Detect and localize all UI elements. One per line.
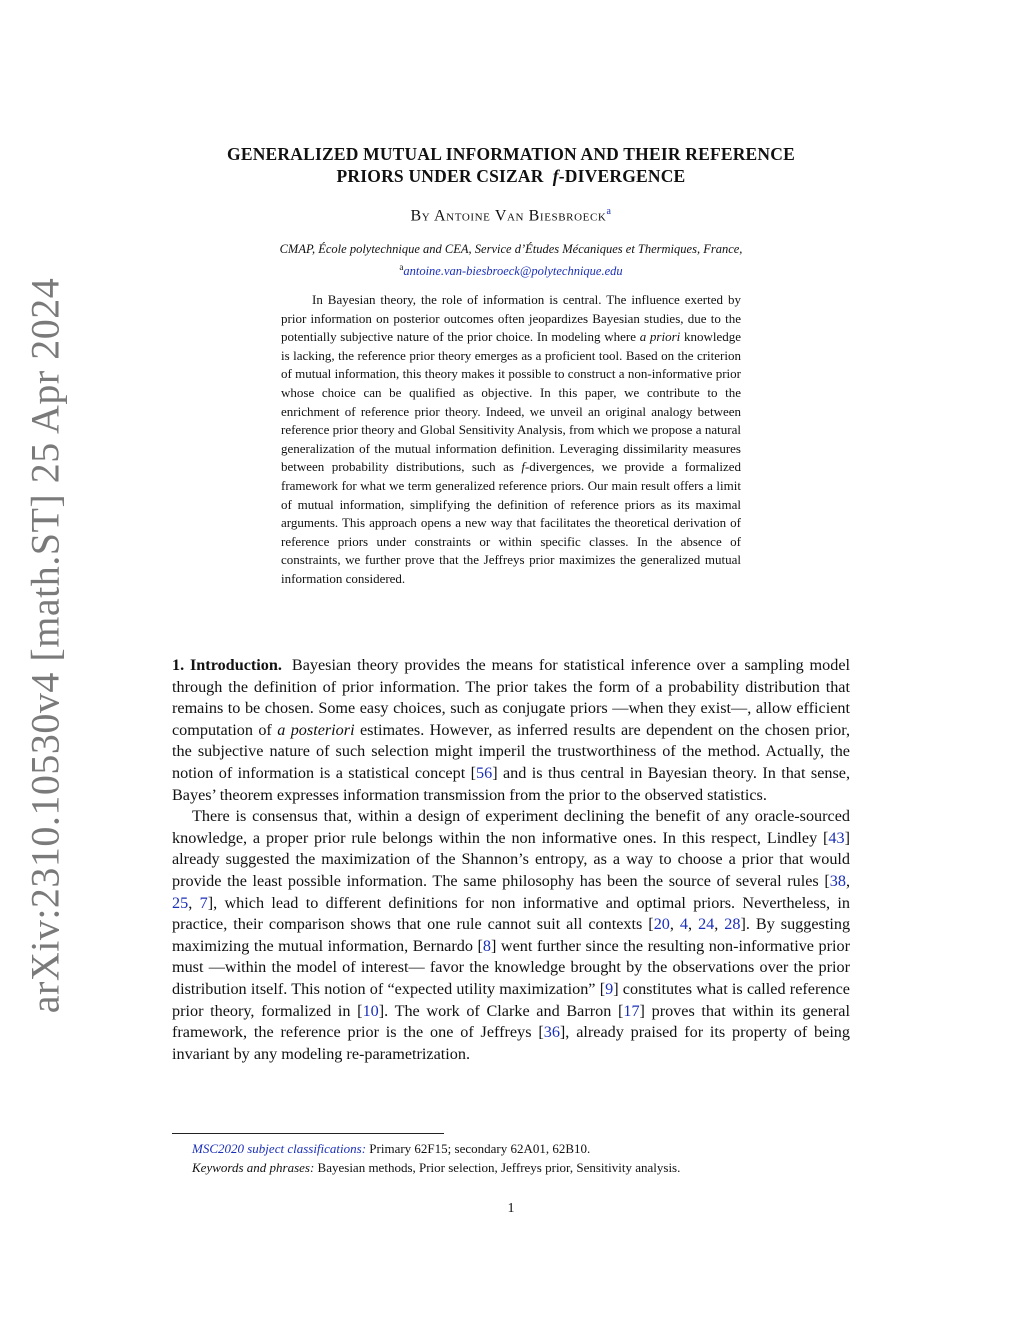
citation-link[interactable]: 25 — [172, 893, 189, 912]
title-line-1: GENERALIZED MUTUAL INFORMATION AND THEIR REFERENCE — [227, 144, 795, 164]
section-heading: 1. Introduction. — [172, 656, 282, 674]
citation-link[interactable]: 9 — [605, 979, 614, 998]
author-affil-mark[interactable]: a — [606, 206, 612, 217]
msc-link[interactable]: MSC2020 subject classifications: — [192, 1141, 367, 1156]
intro-paragraph-2: There is consensus that, within a design of experiment declining the benefit of any oracle-sourced knowledge, a proper prior rule belongs within the non informative ones. In this respect, Lindley [43] already suggested the maximization of the Shannon’s entropy, as a way to choose a prior that would provide the least possible information. The same philosophy has been the source of several rules [38, 25, 7], which lead to different definitions for non informative and optimal priors. Nevertheless, in practice, their comparison shows that one rule cannot suit all contexts [20, 4, 24, 28]. By suggesting maximizing the mutual information, Bernardo [8] went further since the resulting non-informative prior must —within the model of interest— favor the knowledge brought by the observations over the prior distribution itself. This notion of “expected utility maximization” [9] constitutes what is called reference prior theory, formalized in [10]. The work of Clarke and Barron [17] proves that within its general framework, the reference prior is the one of Jeffreys [36], already praised for its property of being invariant by any modeling re-parametrization. — [172, 807, 851, 1063]
keywords-footnote: Keywords and phrases: Bayesian methods, Prior selection, Jeffreys prior, Sensitivity analysis. — [192, 1160, 681, 1175]
citation-link[interactable]: 7 — [199, 893, 208, 912]
citation-link[interactable]: 4 — [679, 915, 689, 934]
affiliation-text: CMAP, École polytechnique and CEA, Service d’Études Mécaniques et Thermiques, France, — [279, 242, 743, 256]
page-number: 1 — [507, 1201, 515, 1216]
arxiv-identifier: arXiv:2310.10530v4 [math.ST] 25 Apr 2024 — [22, 277, 68, 1013]
citation-link[interactable]: 43 — [828, 828, 845, 847]
introduction-section — [172, 655, 850, 1065]
citation-link[interactable]: 24 — [698, 915, 715, 934]
citation-link[interactable]: 28 — [724, 915, 741, 934]
citation-link[interactable]: 8 — [482, 936, 491, 955]
title-line-2: PRIORS UNDER CSIZAR f-DIVERGENCE — [336, 166, 686, 186]
citation-link[interactable]: 10 — [362, 1001, 379, 1020]
email-line: $^a$antoine.van-biesbroeck@polytechnique.edu — [399, 262, 623, 279]
citation-link[interactable]: 56 — [476, 763, 493, 782]
citation-link[interactable]: 20 — [653, 915, 670, 934]
citation-link[interactable]: 17 — [623, 1001, 640, 1020]
author-name: By Antoine Van Biesbroeck — [410, 207, 607, 225]
msc-footnote: MSC2020 subject classifications: Primary 62F15; secondary 62A01, 62B10. — [192, 1141, 591, 1156]
intro-paragraph-1: 1. Introduction. Bayesian theory provides the means for statistical inference over a sampling model through the definition of prior information. The prior takes the form of a probability distribution that remains to be chosen. Some easy choices, such as conjugate priors —when they exist—, allow efficient computation of a posteriori estimates. However, as inferred results are dependent on the chosen prior, the subjective nature of such selection might imperil the trustworthiness of the method. Actually, the notion of information is a statistical concept [56] and is thus central in Bayesian theory. In that sense, Bayes’ theorem expresses information transmission from the prior to the observed statistics. — [172, 656, 851, 804]
affiliation-block — [172, 240, 850, 280]
author-email-link[interactable]: antoine.van-biesbroeck@polytechnique.edu — [403, 264, 623, 279]
footnote-divider — [172, 1133, 444, 1134]
arxiv-margin-stamp — [22, 277, 68, 1013]
title-f-symbol: f — [552, 166, 559, 186]
paper-title — [172, 143, 850, 187]
abstract: In Bayesian theory, the role of information is central. The influence exerted by prior information on posterior outcomes often jeopardizes Bayesian studies, due to the potentially subjective nature of the prior choice. In modeling where a priori knowledge is lacking, the reference prior theory emerges as a proficient tool. Based on the criterion of mutual information, this theory makes it possible to construct a non-informative prior whose choice can be qualified as objective. In this paper, we contribute to the enrichment of reference prior theory. Indeed, we unveil an original analogy between reference prior theory and Global Sensitivity Analysis, from which we propose a natural generalization of the mutual information definition. Leveraging dissimilarity measures between probability distributions, such as f-divergences, we provide a formalized framework for what we term generalized reference priors. Our main result offers a limit of mutual information, simplifying the definition of reference priors as its maximal arguments. This approach opens a new way that facilitates the theoretical derivation of reference priors under constraints or within specific classes. In the absence of constraints, we further prove that the Jeffreys prior maximizes the generalized mutual information considered. — [281, 292, 741, 586]
author-line — [172, 206, 850, 225]
citation-link[interactable]: 38 — [829, 871, 846, 890]
footnotes — [172, 1139, 850, 1177]
citation-link[interactable]: 36 — [543, 1023, 560, 1042]
